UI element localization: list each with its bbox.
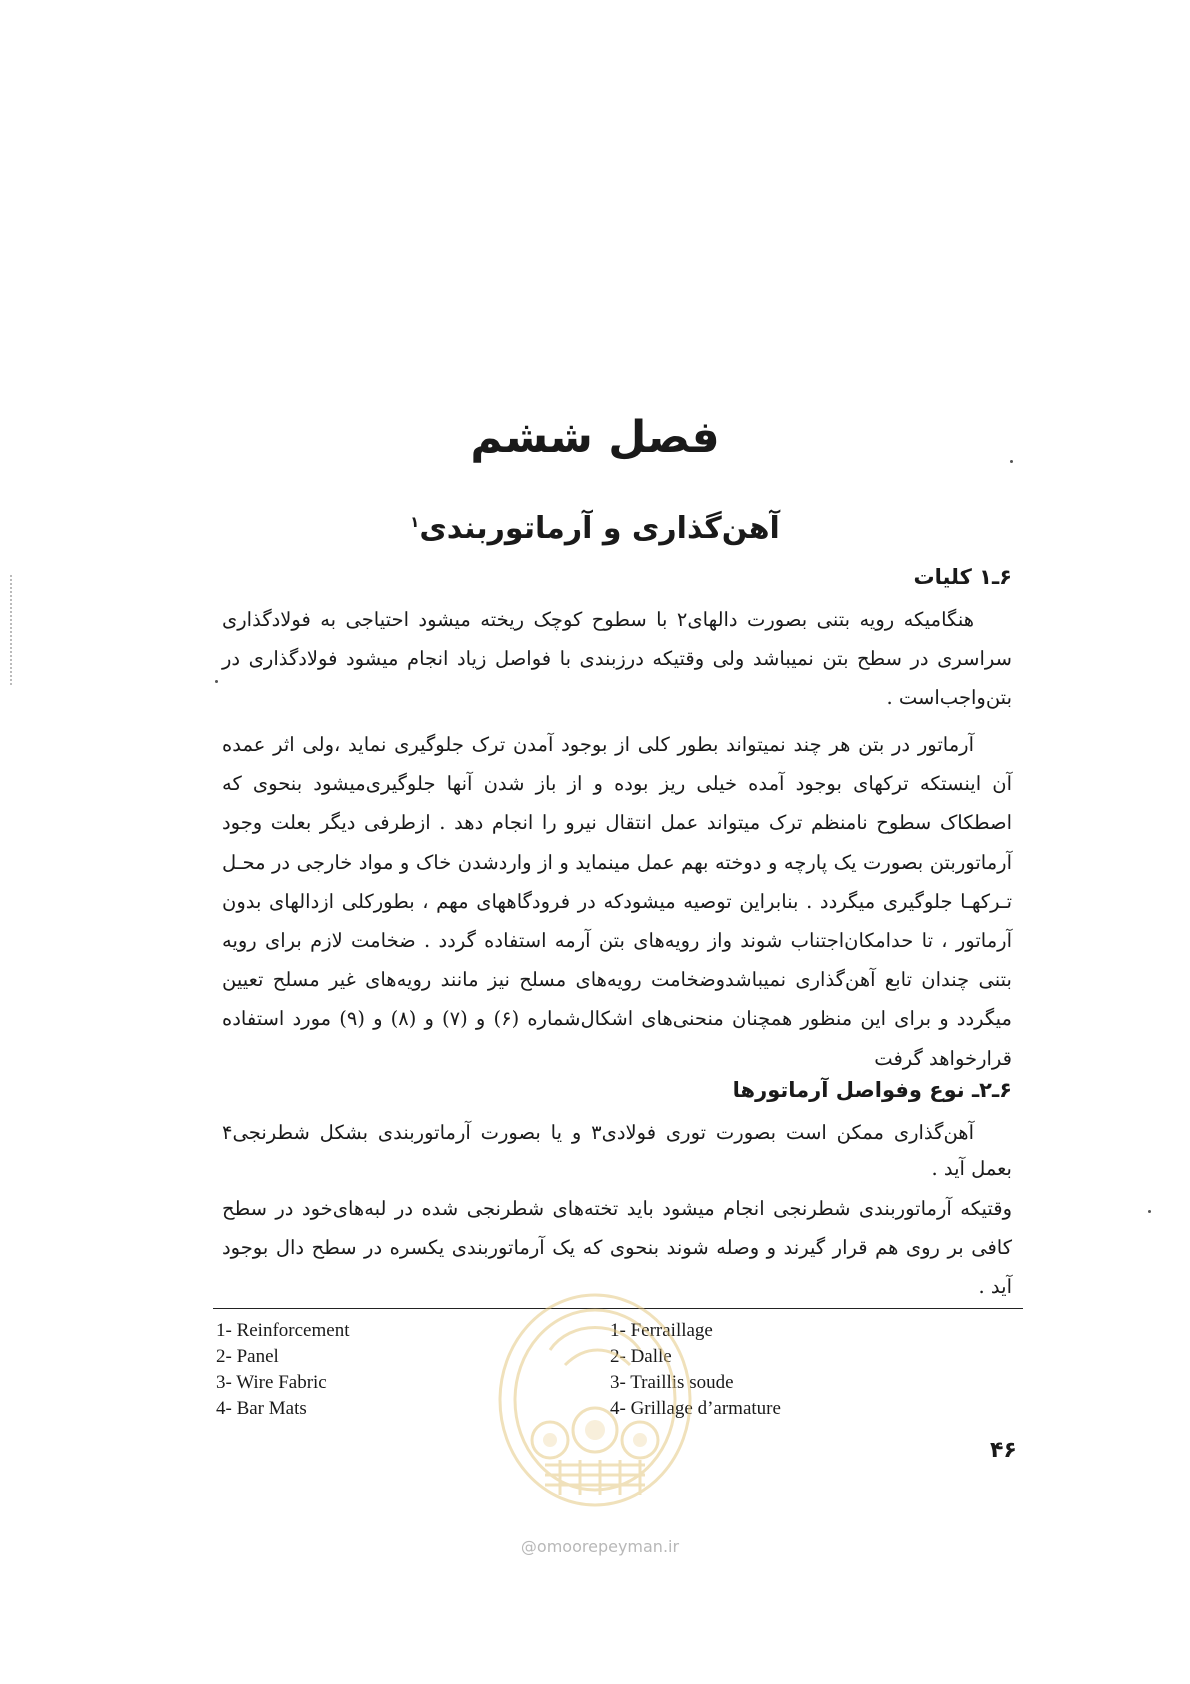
scan-margin-dots: [10, 575, 16, 685]
section-heading-types-spacing: ۶ـ۲ـ نوع وفواصل آرماتورها: [732, 1078, 1012, 1102]
scan-speck: [215, 680, 218, 683]
footnote-item: 2- Dalle: [610, 1346, 672, 1367]
footnote-item: 4- Grillage d’armature: [610, 1398, 781, 1419]
footnote-marker: ۱: [410, 513, 420, 531]
paragraph: وقتیکه آرماتوربندی شطرنجی انجام میشود باید تخته‌های شطرنجی شده در لبه‌های‌خود در سطح کافی بر روی هم قرار گیرند و وصله شوند بنحوی که یک آرماتوربندی یکسره در سطح دال بوجود آید .: [222, 1197, 1012, 1298]
footnote-item: 2- Panel: [216, 1346, 279, 1367]
page-number: ۴۶: [990, 1438, 1017, 1463]
footnote-item: 1- Reinforcement: [216, 1320, 350, 1341]
footnote-item: 1- Ferraillage: [610, 1320, 713, 1341]
footnotes-english: [216, 1318, 349, 1422]
chapter-title: فصل ششم: [470, 412, 720, 463]
chapter-subtitle: [0, 500, 1190, 551]
section-heading-general: ۶ـ۱ کلیات: [913, 565, 1012, 589]
paragraph: آرماتور در بتن هر چند نمیتواند بطور کلی از بوجود آمدن ترک جلوگیری نماید ،ولی اثر عمده آن اینستکه ترکهای بوجود آمده خیلی ریز بوده و از باز شدن آنها جلوگیری‌میشود بنحوی که اصطکاک سطوح نامنظم ترک میتواند عمل انتقال نیرو را انجام دهد . ازطرفی دیگر بعلت وجود آرماتوربتن بصورت یک پارچه و دوخته بهم عمل مینماید و از واردشدن خاک و مواد خارجی در محـل تـرکهـا جلوگیری میگردد . بنابراین توصیه میشودکه در فرودگاههای مهم ، بطورکلی ازدالهای بدون آرماتور ، تا حدامکان‌اجتناب شوند واز رویه‌های بتن آرمه استفاده گردد . ضخامت لازم برای رویه بتنی چندان تابع آهن‌گذاری نمیباشدوضخامت رویه‌های مسلح نیز مانند رویه‌های غیر مسلح تعیین میگردد و برای این منظور همچنان منحنی‌های اشکال‌شماره (۶) و (۷) و (۸) و (۹) مورد استفاده قرارخواهد گرفت: [222, 733, 1012, 1070]
paragraph: هنگامیکه رویه بتنی بصورت دالهای۲ با سطوح کوچک ریخته میشود احتیاجی به فولادگذاری سراسری در سطح بتن نمیباشد ولی وقتیکه درزبندی با فواصل زیاد انجام میشود فولادگذاری در بتن‌واجب‌است .: [222, 608, 1012, 709]
watermark-url: @omoorepeyman.ir: [520, 1537, 680, 1556]
footnote-item: 3- Wire Fabric: [216, 1372, 327, 1393]
footnote-item: 4- Bar Mats: [216, 1398, 307, 1419]
footnote-item: 3- Traillis soude: [610, 1372, 734, 1393]
scan-speck: [1148, 1210, 1151, 1213]
paragraph: آهن‌گذاری ممکن است بصورت توری فولادی۳ و یا بصورت آرماتوربندی بشکل شطرنجی۴ بعمل آید .: [222, 1121, 1012, 1180]
chapter-subtitle-text: آهن‌گذاری و آرماتوربندی: [419, 511, 780, 546]
seal-logo-icon: [490, 1290, 700, 1530]
